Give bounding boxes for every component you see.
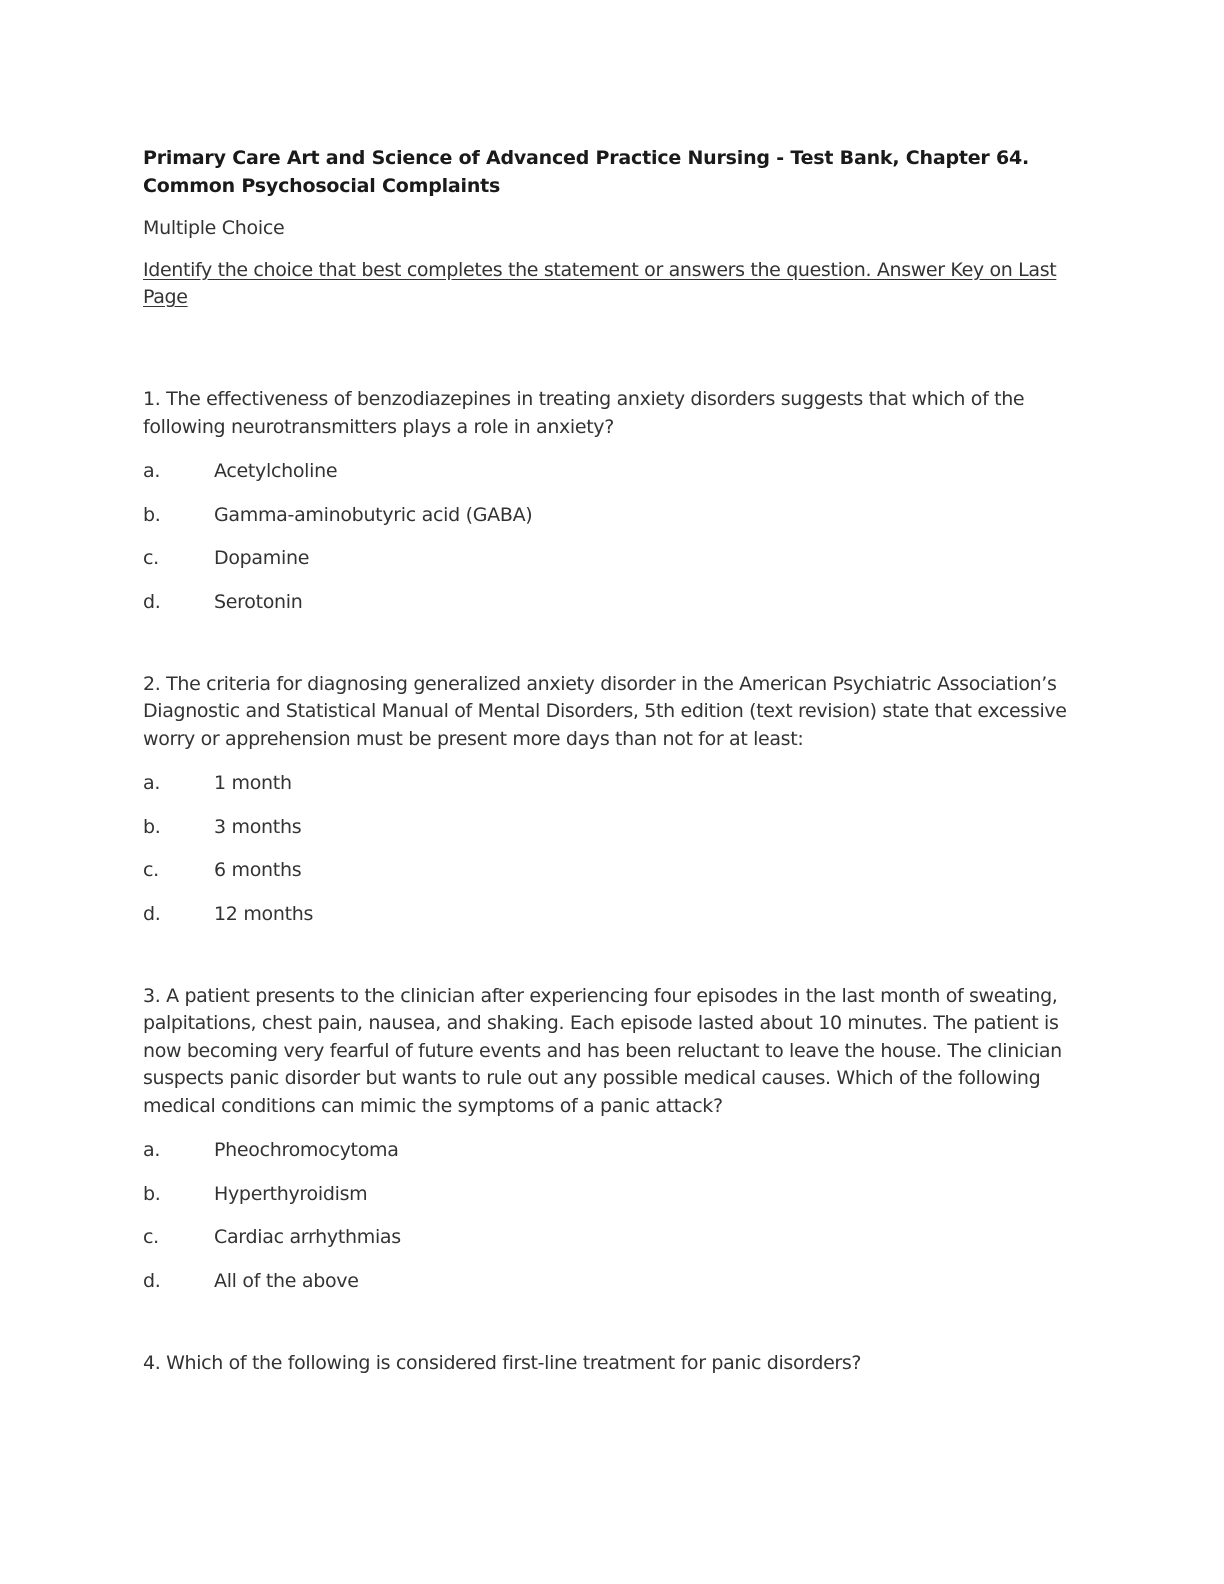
option-letter: d.	[143, 902, 161, 925]
question-stem: 2. The criteria for diagnosing generalized anxiety disorder in the American Psychiatric Association’s Diagnostic and Statistical Manual of Mental Disorders, 5th edition (text revision) state that excessive worry or apprehension must be present more days than not for at least:	[143, 672, 1067, 750]
option-text: Acetylcholine	[214, 460, 338, 482]
option-letter: c.	[143, 859, 159, 881]
option-b	[143, 813, 1074, 841]
option-text: Serotonin	[214, 590, 303, 613]
instructions-text: Identify the choice that best completes the statement or answers the question. Answer Key on Last Page	[143, 259, 1057, 308]
option-letter: d.	[143, 590, 161, 613]
option-text: Dopamine	[214, 547, 310, 569]
option-c	[143, 544, 1074, 572]
option-text: 3 months	[214, 815, 302, 838]
option-d	[143, 588, 1074, 616]
option-b	[143, 1180, 1074, 1208]
question-stem: 3. A patient presents to the clinician after experiencing four episodes in the last month of sweating, palpitations, chest pain, nausea, and shaking. Each episode lasted about 10 minutes. The patient is now becoming very fearful of future events and has been reluctant to leave the house. The clinician suspects panic disorder but wants to rule out any possible medical causes. Which of the following medical conditions can mimic the symptoms of a panic attack?	[143, 984, 1062, 1117]
option-list	[143, 457, 1074, 616]
option-a	[143, 769, 1074, 797]
question-4	[143, 1350, 1074, 1378]
question-stem: 1. The effectiveness of benzodiazepines in treating anxiety disorders suggests that which of the following neurotransmitters plays a role in anxiety?	[143, 388, 1025, 438]
option-letter: b.	[143, 503, 161, 526]
option-a	[143, 457, 1074, 485]
option-text: 6 months	[214, 859, 302, 881]
option-text: Cardiac arrhythmias	[214, 1226, 401, 1248]
option-c	[143, 1223, 1074, 1251]
option-b	[143, 501, 1074, 529]
option-letter: d.	[143, 1269, 161, 1292]
option-text: Gamma-aminobutyric acid (GABA)	[214, 503, 533, 526]
option-text: 1 month	[214, 772, 292, 794]
option-letter: a.	[143, 1139, 161, 1161]
option-d	[143, 1267, 1074, 1295]
question-1	[143, 386, 1074, 616]
document-title: Primary Care Art and Science of Advanced Practice Nursing - Test Bank, Chapter 64. Common Psychosocial Complaints	[143, 147, 1030, 197]
option-letter: b.	[143, 815, 161, 838]
option-list	[143, 1136, 1074, 1295]
section-heading: Multiple Choice	[143, 217, 285, 239]
option-letter: b.	[143, 1182, 161, 1205]
option-letter: c.	[143, 547, 159, 569]
option-text: 12 months	[214, 902, 314, 925]
question-stem: 4. Which of the following is considered first-line treatment for panic disorders?	[143, 1351, 862, 1374]
option-letter: c.	[143, 1226, 159, 1248]
option-d	[143, 900, 1074, 928]
option-letter: a.	[143, 460, 161, 482]
question-2	[143, 671, 1074, 928]
option-a	[143, 1136, 1074, 1164]
option-list	[143, 769, 1074, 928]
option-text: Pheochromocytoma	[214, 1139, 399, 1161]
option-c	[143, 856, 1074, 884]
question-3	[143, 983, 1074, 1295]
option-letter: a.	[143, 772, 161, 794]
option-text: All of the above	[214, 1269, 359, 1292]
option-text: Hyperthyroidism	[214, 1182, 368, 1205]
